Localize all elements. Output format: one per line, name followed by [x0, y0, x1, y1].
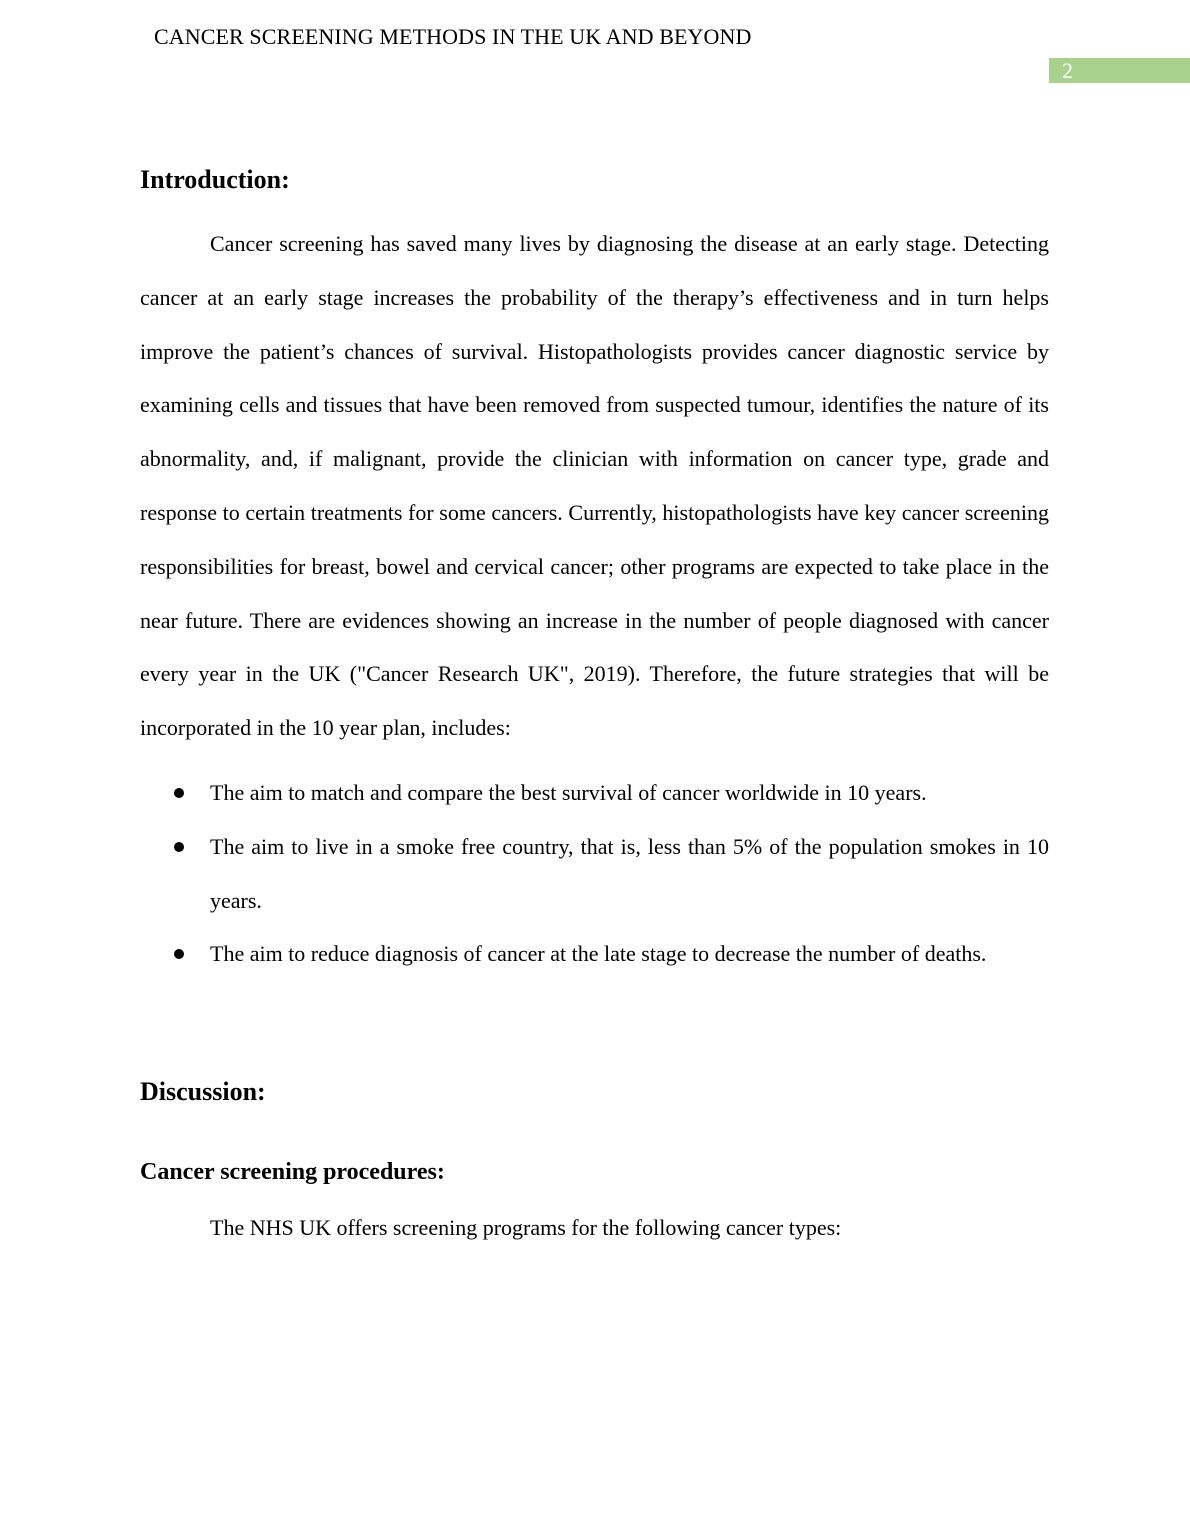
strategy-bullet-list [140, 766, 1049, 981]
running-head-title: CANCER SCREENING METHODS IN THE UK AND BEYOND [154, 24, 752, 49]
bullet-dot-icon [174, 788, 184, 798]
introduction-paragraph: Cancer screening has saved many lives by diagnosing the disease at an early stage. Detecting cancer at an early stage increases the probability of the therapy’s effectiveness and in turn helps improve the patient’s chances of survival. Histopathologists provides cancer diagnostic service by examining cells and tissues that have been removed from suspected tumour, identifies the nature of its abnormality, and, if malignant, provide the clinician with information on cancer type, grade and response to certain treatments for some cancers. Currently, histopathologists have key cancer screening responsibilities for breast, bowel and cervical cancer; other programs are expected to take place in the near future. There are evidences showing an increase in the number of people diagnosed with cancer every year in the UK ("Cancer Research UK", 2019). Therefore, the future strategies that will be incorporated in the 10 year plan, includes: [140, 231, 1049, 741]
bullet-item [140, 820, 1049, 928]
document-body [140, 160, 1049, 1255]
screening-procedures-subheading: Cancer screening procedures: [140, 1159, 445, 1186]
bullet-item [140, 927, 1049, 981]
bullet-text: The aim to reduce diagnosis of cancer at the late stage to decrease the number of deaths. [210, 941, 987, 967]
introduction-heading: Introduction: [140, 165, 290, 194]
bullet-text: The aim to live in a smoke free country, that is, less than 5% of the population smokes in 10 years. [210, 833, 1049, 913]
discussion-heading: Discussion: [140, 1077, 266, 1107]
page-number: 2 [1062, 58, 1073, 83]
bullet-item [140, 766, 1049, 820]
nhs-screening-paragraph: The NHS UK offers screening programs for the following cancer types: [210, 1215, 842, 1241]
bullet-text: The aim to match and compare the best survival of cancer worldwide in 10 years. [210, 779, 927, 805]
bullet-dot-icon [174, 842, 184, 852]
page-number-badge [1049, 58, 1190, 83]
bullet-dot-icon [174, 949, 184, 959]
